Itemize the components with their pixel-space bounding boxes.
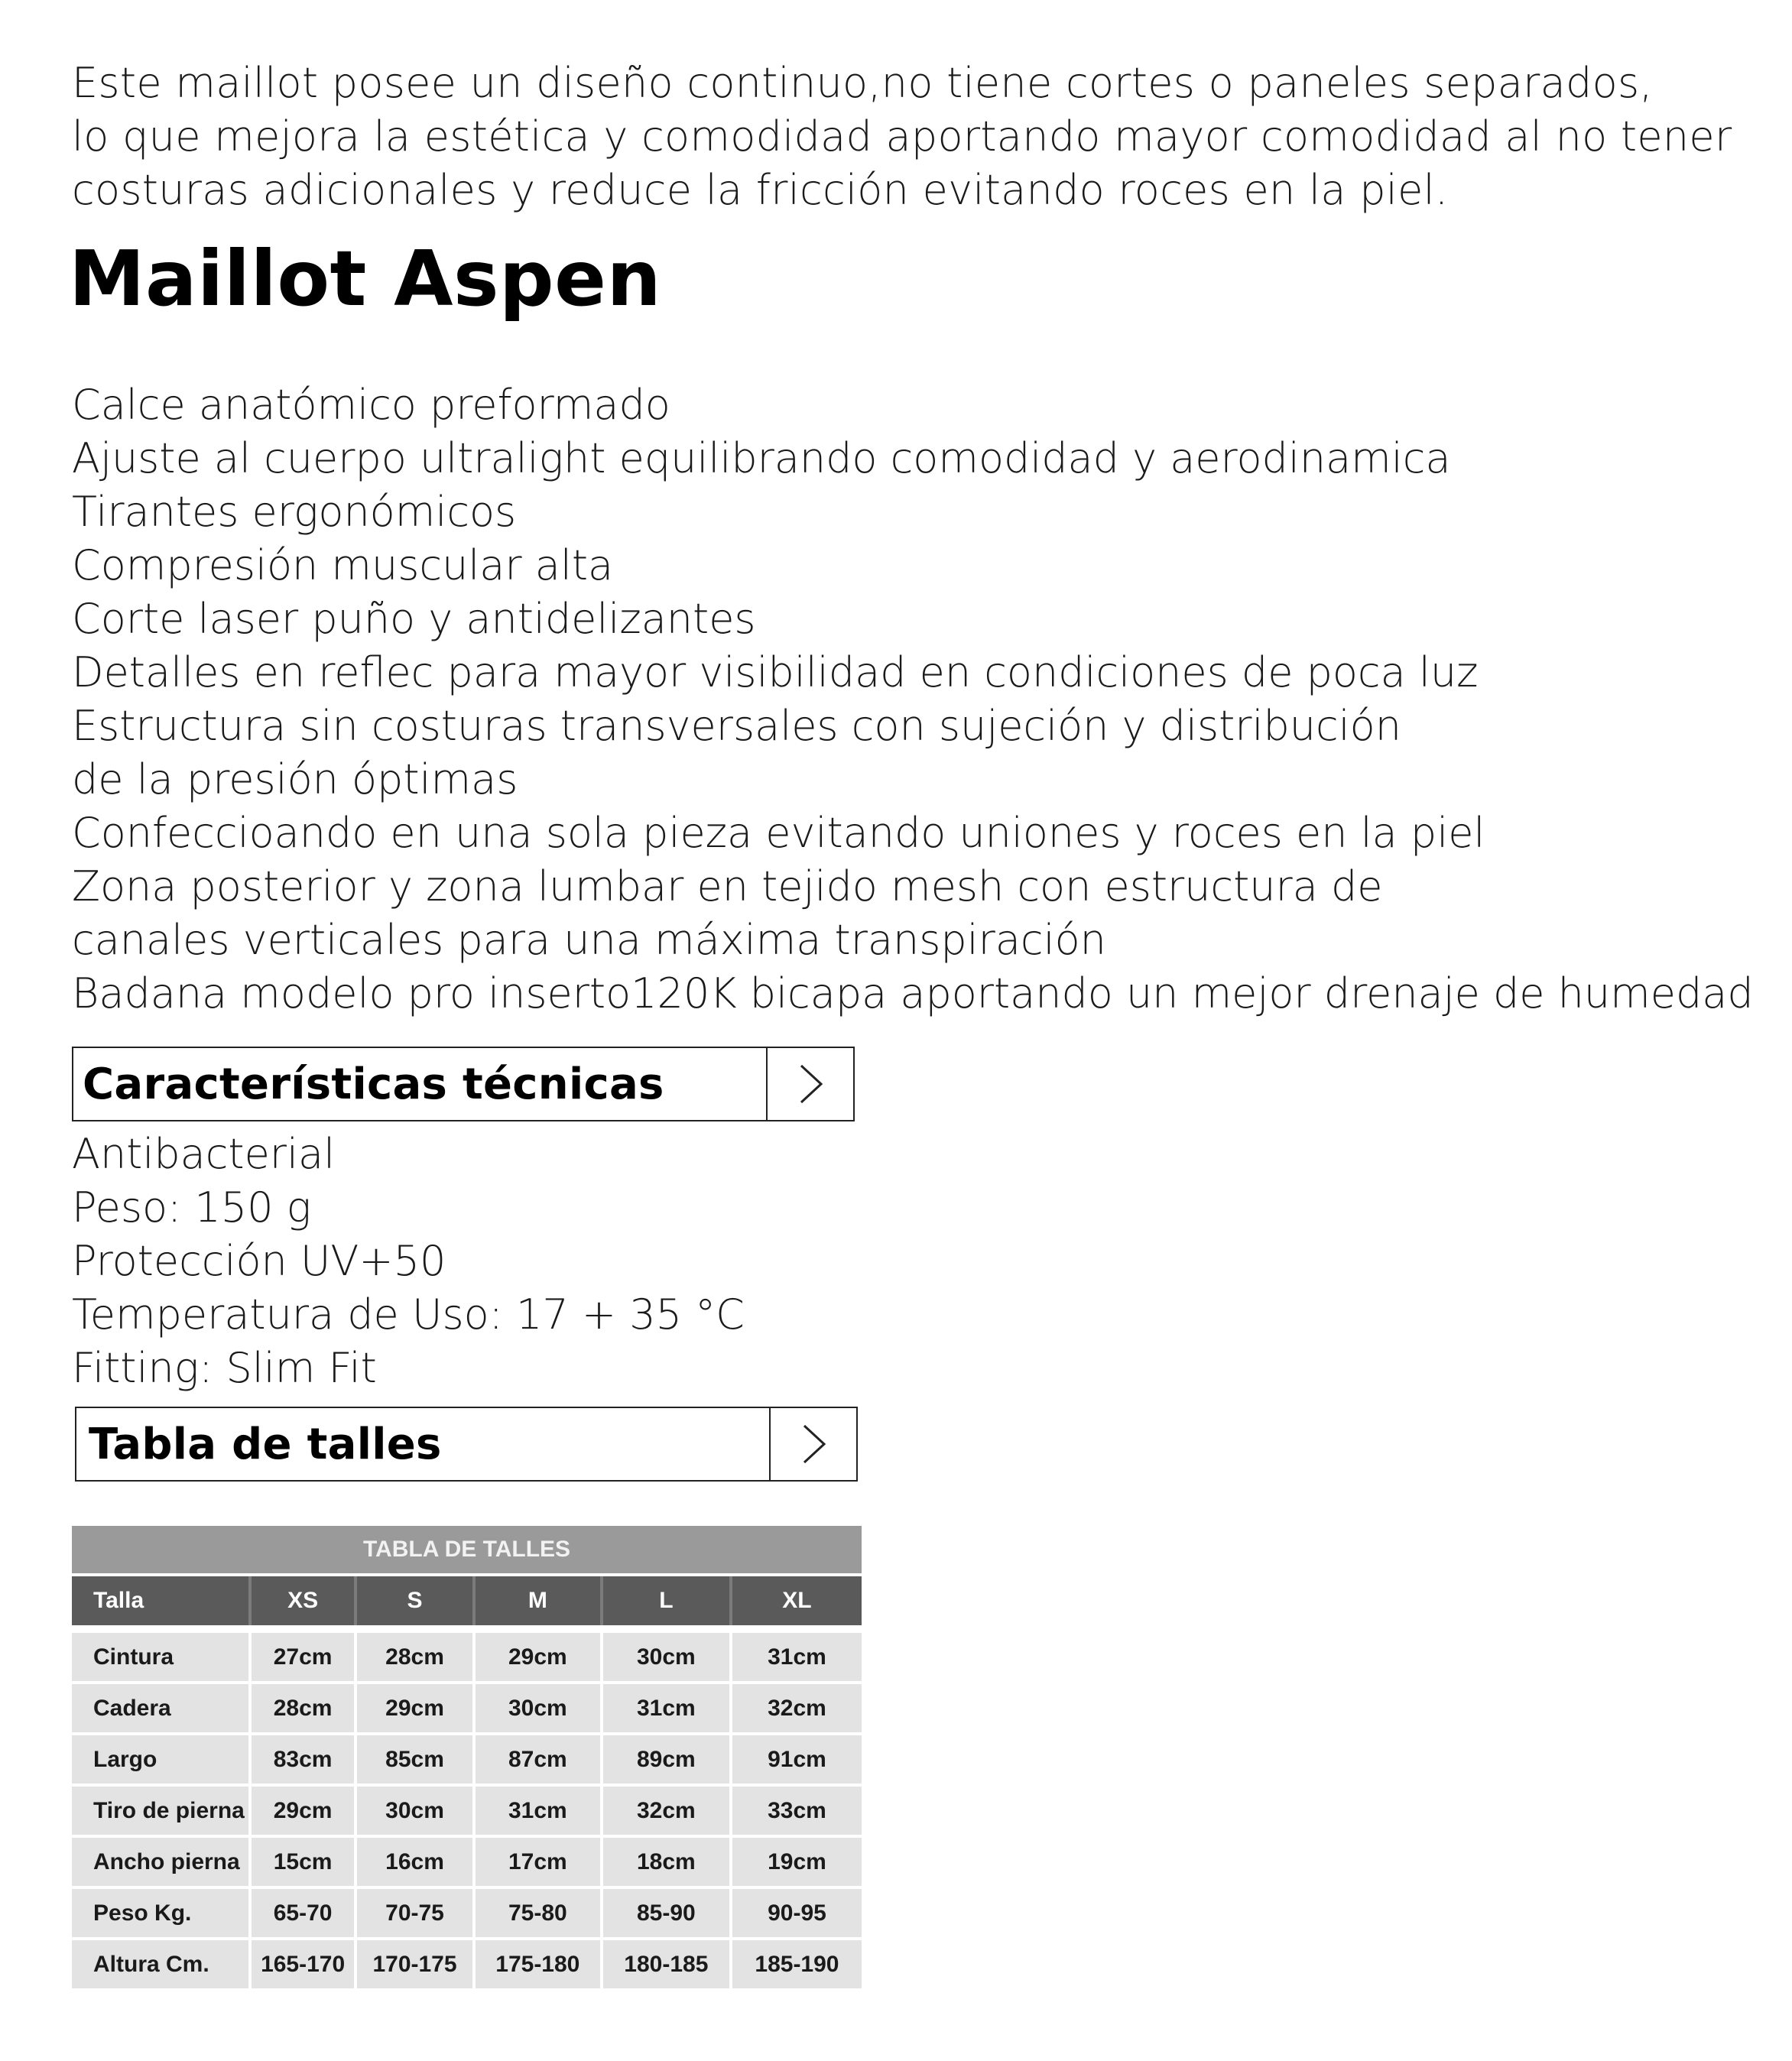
table-cell: 31cm: [476, 1787, 603, 1838]
table-row-label: Peso Kg.: [72, 1889, 252, 1940]
size-chart-accordion[interactable]: [75, 1407, 858, 1482]
table-cell: 30cm: [357, 1787, 476, 1838]
table-cell: 19cm: [732, 1838, 862, 1889]
table-cell: 28cm: [357, 1633, 476, 1684]
table-cell: 185-190: [732, 1940, 862, 1991]
table-cell: 90-95: [732, 1889, 862, 1940]
feature-list: [72, 378, 1784, 1021]
table-cell: 91cm: [732, 1735, 862, 1787]
feature-item: Badana modelo pro inserto120K bicapa aportando un mejor drenaje de humedad: [72, 969, 1754, 1018]
table-row: [72, 1633, 862, 1684]
table-cell: 65-70: [252, 1889, 357, 1940]
table-cell: 165-170: [252, 1940, 357, 1991]
feature-item: Compresión muscular alta: [72, 541, 614, 589]
feature-item: Calce anatómico preformado: [72, 381, 670, 429]
table-cell: 28cm: [252, 1684, 357, 1735]
size-table-header: S: [357, 1576, 476, 1625]
table-cell: 170-175: [357, 1940, 476, 1991]
table-cell: 87cm: [476, 1735, 603, 1787]
table-spacer: [72, 1625, 862, 1633]
intro-paragraph: [72, 57, 1754, 217]
spec-item: Protección UV+50: [72, 1237, 446, 1285]
size-table-header: L: [603, 1576, 732, 1625]
table-cell: 32cm: [603, 1787, 732, 1838]
size-table: [72, 1526, 862, 1991]
feature-item: Detalles en reflec para mayor visibilidad en condiciones de poca luz: [72, 648, 1479, 696]
table-row-label: Cintura: [72, 1633, 252, 1684]
intro-line: lo que mejora la estética y comodidad aportando mayor comodidad al no tener: [72, 112, 1732, 161]
chevron-right-icon[interactable]: [766, 1048, 853, 1120]
table-cell: 17cm: [476, 1838, 603, 1889]
size-table-caption: TABLA DE TALLES: [72, 1526, 862, 1576]
table-cell: 83cm: [252, 1735, 357, 1787]
intro-line: costuras adicionales y reduce la fricción evitando roces en la piel.: [72, 166, 1449, 214]
feature-item: Estructura sin costuras transversales con sujeción y distribución: [72, 702, 1401, 750]
table-row-label: Altura Cm.: [72, 1940, 252, 1991]
table-cell: 27cm: [252, 1633, 357, 1684]
table-cell: 29cm: [252, 1787, 357, 1838]
spec-item: Peso: 150 g: [72, 1183, 312, 1232]
table-cell: 70-75: [357, 1889, 476, 1940]
table-row-label: Ancho pierna: [72, 1838, 252, 1889]
tech-specs-accordion-label: Características técnicas: [83, 1059, 664, 1109]
table-cell: 75-80: [476, 1889, 603, 1940]
table-cell: 85-90: [603, 1889, 732, 1940]
table-row: [72, 1940, 862, 1991]
size-table-header: XS: [252, 1576, 357, 1625]
feature-item: Tirantes ergonómicos: [72, 488, 517, 536]
product-title: Maillot Aspen: [69, 234, 662, 323]
feature-item: Corte laser puño y antidelizantes: [72, 595, 756, 643]
table-row: [72, 1684, 862, 1735]
table-cell: 18cm: [603, 1838, 732, 1889]
spec-item: Temperatura de Uso: 17 + 35 °C: [72, 1290, 745, 1339]
table-cell: 85cm: [357, 1735, 476, 1787]
feature-item: Confeccioando en una sola pieza evitando uniones y roces en la piel: [72, 809, 1485, 857]
table-cell: 33cm: [732, 1787, 862, 1838]
table-cell: 32cm: [732, 1684, 862, 1735]
table-row-label: Cadera: [72, 1684, 252, 1735]
table-row: [72, 1787, 862, 1838]
spec-item: Fitting: Slim Fit: [72, 1344, 377, 1392]
feature-item: Zona posterior y zona lumbar en tejido mesh con estructura de: [72, 862, 1383, 910]
table-cell: 29cm: [476, 1633, 603, 1684]
table-cell: 16cm: [357, 1838, 476, 1889]
table-cell: 89cm: [603, 1735, 732, 1787]
spec-item: Antibacterial: [72, 1130, 336, 1178]
intro-line: Este maillot posee un diseño continuo,no tiene cortes o paneles separados,: [72, 59, 1653, 107]
feature-item: canales verticales para una máxima transpiración: [72, 916, 1106, 964]
table-cell: 180-185: [603, 1940, 732, 1991]
size-table-header: M: [476, 1576, 603, 1625]
table-cell: 175-180: [476, 1940, 603, 1991]
table-cell: 30cm: [476, 1684, 603, 1735]
table-cell: 30cm: [603, 1633, 732, 1684]
size-chart-accordion-label: Tabla de talles: [89, 1419, 442, 1469]
table-cell: 31cm: [603, 1684, 732, 1735]
table-row-label: Largo: [72, 1735, 252, 1787]
table-cell: 15cm: [252, 1838, 357, 1889]
size-table-header: XL: [732, 1576, 862, 1625]
table-row: [72, 1735, 862, 1787]
spec-list: [72, 1128, 745, 1395]
table-row: [72, 1889, 862, 1940]
table-row: [72, 1838, 862, 1889]
size-table-header: Talla: [72, 1576, 252, 1625]
table-cell: 29cm: [357, 1684, 476, 1735]
table-cell: 31cm: [732, 1633, 862, 1684]
feature-item: Ajuste al cuerpo ultralight equilibrando comodidad y aerodinamica: [72, 434, 1451, 482]
chevron-right-icon[interactable]: [769, 1408, 856, 1480]
table-row-label: Tiro de pierna: [72, 1787, 252, 1838]
tech-specs-accordion[interactable]: [72, 1047, 855, 1121]
feature-item: de la presión óptimas: [72, 755, 518, 803]
